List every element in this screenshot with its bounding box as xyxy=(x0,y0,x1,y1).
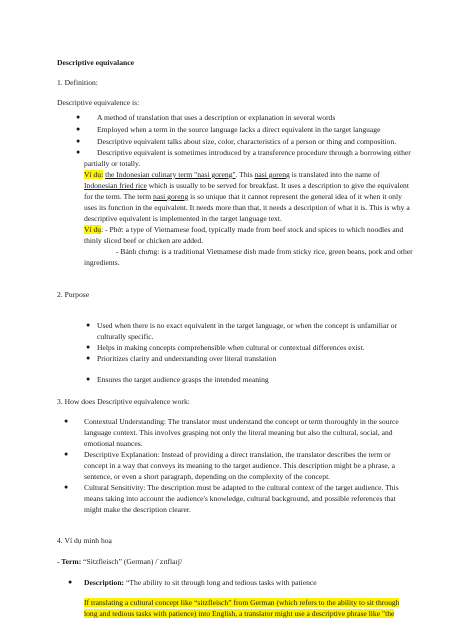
bullet-icon: ● xyxy=(86,354,91,362)
section-1-intro: Descriptive equivalence is: xyxy=(57,98,140,107)
how-item-continued: concept in a way that conveys its meaning to the target audience. This description might be a phrase, a xyxy=(84,461,395,470)
example-1-line xyxy=(84,180,409,192)
text-segment: is translated into the name of xyxy=(289,170,380,179)
bullet-icon: ● xyxy=(76,125,81,133)
example-2-line: - Bánh chưng: is a traditional Vietnamese dish made from sticky rice, green beans, pork and other xyxy=(116,247,413,256)
final-paragraph-line xyxy=(84,597,399,609)
purpose-item: Ensures the target audience grasps the intended meaning xyxy=(97,375,269,384)
bullet-icon: ● xyxy=(76,113,81,121)
section-1-heading: 1. Definition: xyxy=(57,78,98,87)
highlighted-text: long and tedious tasks with patience) into English, a translator might use a descriptive phrase like "the xyxy=(84,609,395,618)
highlighted-text: If translating a cultural concept like “sitzfleisch” from German (which refers to the ability to sit through xyxy=(84,598,400,607)
example-label-highlight: Ví dụ xyxy=(84,225,102,234)
term-value: “Sitzfleisch” (German) /ˈzɪtflaɪʃ/ xyxy=(81,557,183,566)
example-1-line xyxy=(84,191,402,203)
definition-item: Descriptive equivalent is sometimes introduced by a transference procedure through a borrowing either xyxy=(97,148,411,157)
term-fried-rice: Indonesian fried rice xyxy=(84,181,147,190)
text-segment: . This xyxy=(235,170,255,179)
text-segment: is so unique that it cannot represent the general idea of it when it only xyxy=(188,192,402,201)
bullet-icon: ● xyxy=(68,578,73,586)
definition-item: Descriptive equivalent talks about size, color, characteristics of a person or thing and composition. xyxy=(97,137,397,146)
bullet-icon: ● xyxy=(64,483,69,491)
definition-item: Employed when a term in the source language lacks a direct equivalent in the target language xyxy=(97,125,381,134)
term-nasi-goreng: nasi goreng xyxy=(254,170,290,179)
description-value: “The ability to sit through long and tedious tasks with patience xyxy=(124,578,317,587)
example-2-line: ingredients. xyxy=(84,258,120,267)
how-item-continued: emotional nuances. xyxy=(84,439,143,448)
how-item: Descriptive Explanation: Instead of providing a direct translation, the translator describes the term or xyxy=(84,450,391,459)
bullet-icon: ● xyxy=(86,375,91,383)
example-2-line: thinly sliced beef or chicken are added. xyxy=(84,236,204,245)
description-line xyxy=(84,577,317,589)
how-item-continued: might make the description clearer. xyxy=(84,505,191,514)
term-nasi-goreng: nasi goreng xyxy=(153,192,189,201)
example-1-line: uses its function in the equivalent. It needs more than that, it needs a description of what it is. This is why a xyxy=(84,203,410,212)
bullet-icon: ● xyxy=(64,450,69,458)
example-1-line xyxy=(84,169,380,181)
final-paragraph-line xyxy=(84,608,394,620)
term-line xyxy=(57,556,182,568)
section-3-heading: 3. How does Descriptive equivalence work: xyxy=(57,397,190,406)
how-item: Cultural Sensitivity: The description must be adapted to the cultural context of the target audience. This xyxy=(84,483,399,492)
bullet-icon: ● xyxy=(76,148,81,156)
example-label-highlight: Ví dụ: xyxy=(84,170,104,179)
how-item-continued: sentence, or even a short paragraph, depending on the complexity of the concept. xyxy=(84,472,331,481)
term-link[interactable]: the Indonesian culinary term "nasi goreng" xyxy=(105,170,236,179)
purpose-item: Used when there is no exact equivalent in the target language, or when the concept is unfamiliar or xyxy=(97,321,398,330)
how-item-continued: language context. This involves grasping not only the literal meaning but also the cultural, social, and xyxy=(84,428,393,437)
bullet-icon: ● xyxy=(64,417,69,425)
text-segment: : - Phở: a type of Vietnamese food, typically made from beef stock and spices to which noodles and xyxy=(101,225,404,234)
section-4-heading: 4. Ví dụ minh hoạ xyxy=(57,536,112,545)
document-title: Descriptive equivalance xyxy=(57,58,134,67)
example-1-line: descriptive equivalent is implemented in the target language text. xyxy=(84,214,282,223)
example-2-line xyxy=(84,224,403,236)
term-label: - Term: xyxy=(57,557,82,566)
text-segment: which is usually to be served for breakfast. It uses a description to give the equivalent xyxy=(146,181,409,190)
how-item: Contextual Understanding: The translator must understand the concept or term thoroughly in the source xyxy=(84,417,399,426)
purpose-item: Helps in making concepts comprehensible when cultural or contextual differences exist. xyxy=(97,343,365,352)
purpose-item-continued: culturally specific. xyxy=(97,332,154,341)
definition-item-continued: partially or totally. xyxy=(84,159,141,168)
how-item-continued: means taking into account the audience's knowledge, cultural background, and possible references that xyxy=(84,494,396,503)
bullet-icon: ● xyxy=(86,343,91,351)
description-label: Description: xyxy=(84,578,125,587)
text-segment: for the term. The term xyxy=(84,192,154,201)
bullet-icon: ● xyxy=(86,321,91,329)
purpose-item: Prioritizes clarity and understanding over literal translation xyxy=(97,354,277,363)
definition-item: A method of translation that uses a description or explanation in several words xyxy=(97,113,336,122)
bullet-icon: ● xyxy=(76,137,81,145)
section-2-heading: 2. Purpose xyxy=(57,290,90,299)
